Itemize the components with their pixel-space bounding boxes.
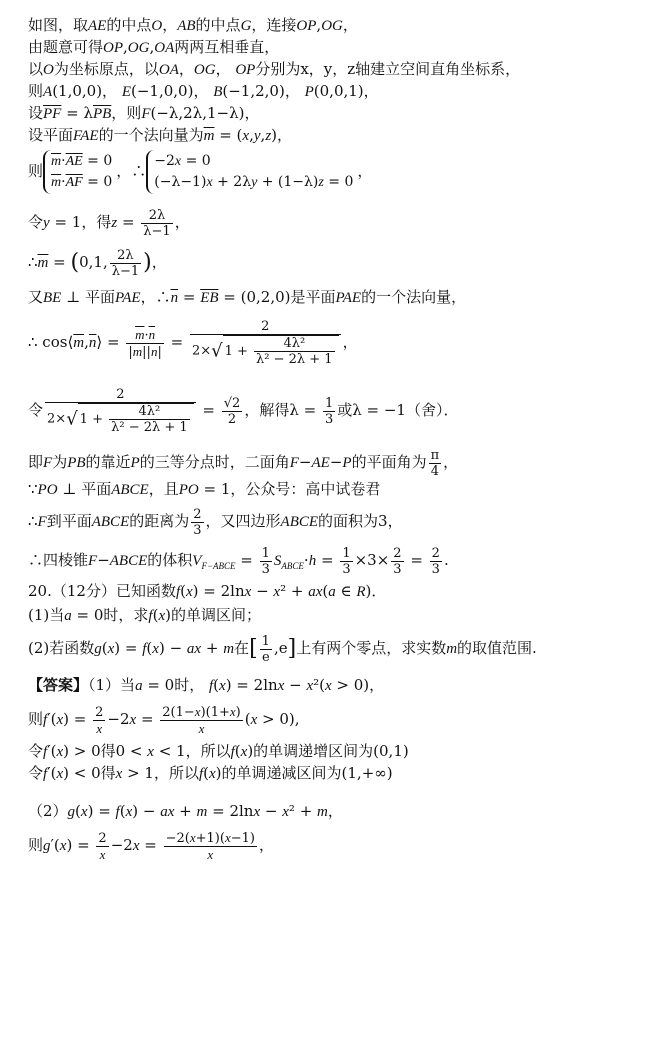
line-2: 由题意可得OP,OG,OA两两互相垂直， (28, 38, 280, 56)
line-25: 则g′(x) = $\frac{2}{x}$ −2x = $\frac{-2(x+1)(x-1)}{x}$ ， (28, 830, 274, 862)
line-8: 令y = 1，得z = $\frac{2\lambda}{\lambda-1}$ ， (28, 207, 190, 239)
line-13: 即F为PB的靠近P的三等分点时，二面角F−AE−P的平面角为 $\frac{\pi}{4}$ ， (28, 447, 459, 479)
line-20-answer: 【答案】（1）当a = 0时， f(x) = 2lnx − x²(x > 0)， (28, 676, 385, 694)
line-9: $\therefore\overline{m} = (0,1$, $\frac{2\lambda}{\lambda-1}$ )， (28, 247, 167, 279)
line-21: 则f′(x) = $\frac{2}{x}$ −2x = $\frac{2(1-x)(1+x)}{x}$ (x > 0), (28, 704, 300, 736)
line-3: 以O为坐标原点，以OA，OG， OP分别为x，y，z轴建立空间直角坐标系， (28, 60, 521, 78)
line-23: 令f′(x) < 0得x > 1，所以f(x)的单调递减区间为(1,+∞) (28, 764, 393, 782)
line-18-part1: (1)当a = 0时，求f(x)的单调区间； (28, 606, 261, 624)
line-1: 如图，取AE的中点O，AB的中点G，连接OP,OG， (28, 16, 358, 34)
line-19-part2: (2)若函数g(x) = f(x) − ax + m在[ $\frac{1}{e}$ ,e]上有两个零点，求实数m的取值范围. (28, 633, 537, 665)
line-22: 令f′(x) > 0得0 < x < 1，所以f(x)的单调递增区间为(0,1) (28, 742, 409, 760)
line-14: ∵PO ⊥ 平面ABCE，且PO = 1，公众号：高中试卷君 (28, 480, 381, 498)
line-4: 则A(1,0,0)， E(−1,0,0)， B(−1,2,0)， P(0,0,1)， (28, 82, 379, 100)
line-16: ∴四棱锥F−ABCE的体积$V_{F-ABCE}$ = $\frac{1}{3}$ $S_{ABCE}\cdot h$ = $\frac{1}{3}$ ×3× $\frac{2}{3}$ = $\frac{2}{3}$ . (28, 545, 449, 577)
line-10: 又BE ⊥ 平面PAE，$\therefore\overline{n} = \overline{EB} = (0,2,0)$是平面PAE的一个法向量， (28, 288, 467, 306)
line-11-cos: ∴ $\cos⟨\overline{m},\overline{n}⟩$ = $\frac{\overline{m}\cdot\overline{n}}{|\overline{m}||\overline{n}|}$ = 2 2×√ 1 + $\frac{\text{4λ²}}{\text{λ² − 2λ + 1}}$ ， (28, 319, 358, 367)
line-6: 设平面FAE的一个法向量为$\overline{m} = (x,y,z)$， (28, 126, 293, 144)
line-15: ∴F到平面ABCE的距离为 $\frac{2}{3}$ ，又四边形ABCE的面积为3， (28, 506, 403, 538)
line-17-problem20: 20.（12分）已知函数f(x) = 2lnx − x² + ax(a ∈ R)． (28, 582, 387, 600)
line-24: （2）g(x) = f(x) − ax + m = 2lnx − x² + m， (28, 802, 343, 820)
line-7-system: 则 $\overline{m}\cdot\overline{AE} = 0$ $\overline{m}\cdot\overline{AF} = 0$ ，∴ −2x = 0 (−λ−1)x + 2λy + (1−λ)z = 0 ， (28, 150, 650, 198)
line-5: 设$\overline{PF} = \lambda\overline{PB}$，则F(−λ,2λ,1−λ)， (28, 104, 260, 122)
line-12-solve: 令 2 2×√ 1 + $\frac{\text{4λ²}}{\text{λ² − 2λ + 1}}$ = $\frac{√2}{2}$ ，解得λ = $\frac{1}{3}$ 或λ = −1（舍）． (28, 387, 459, 435)
